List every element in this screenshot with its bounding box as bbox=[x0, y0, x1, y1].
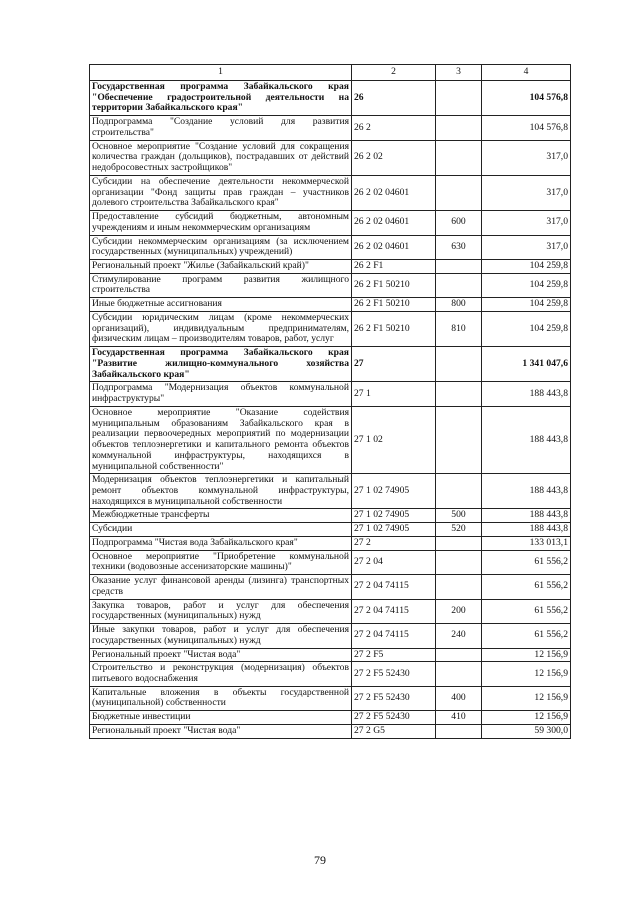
row-code-cell: 26 2 02 04601 bbox=[352, 235, 436, 259]
row-amount-cell: 104 259,8 bbox=[482, 311, 571, 346]
header-col-name: 1 bbox=[90, 65, 352, 81]
row-amount-cell: 104 259,8 bbox=[482, 260, 571, 274]
table-row bbox=[90, 662, 571, 686]
row-code-cell: 27 1 bbox=[352, 382, 436, 406]
table-row bbox=[90, 624, 571, 648]
row-expense-type-cell: 410 bbox=[436, 711, 482, 725]
row-name-cell: Региональный проект "Чистая вода" bbox=[90, 648, 352, 662]
row-code-cell: 26 bbox=[352, 81, 436, 116]
table-row bbox=[90, 311, 571, 346]
row-name-cell: Капитальные вложения в объекты государственной (муниципальной) собственности bbox=[90, 686, 352, 710]
row-expense-type-cell bbox=[436, 662, 482, 686]
row-amount-cell: 61 556,2 bbox=[482, 550, 571, 574]
row-expense-type-cell: 600 bbox=[436, 211, 482, 235]
header-col-expense-type: 3 bbox=[436, 65, 482, 81]
row-amount-cell: 61 556,2 bbox=[482, 575, 571, 599]
row-code-cell: 27 2 F5 bbox=[352, 648, 436, 662]
table-row bbox=[90, 298, 571, 312]
row-expense-type-cell bbox=[436, 474, 482, 509]
row-expense-type-cell: 520 bbox=[436, 523, 482, 537]
row-amount-cell: 317,0 bbox=[482, 211, 571, 235]
row-name-cell: Региональный проект "Чистая вода" bbox=[90, 724, 352, 738]
row-amount-cell: 188 443,8 bbox=[482, 509, 571, 523]
table-row bbox=[90, 211, 571, 235]
row-code-cell: 27 2 04 74115 bbox=[352, 575, 436, 599]
row-code-cell: 27 1 02 bbox=[352, 406, 436, 473]
row-name-cell: Подпрограмма "Создание условий для развития строительства" bbox=[90, 116, 352, 140]
row-amount-cell: 12 156,9 bbox=[482, 648, 571, 662]
row-expense-type-cell bbox=[436, 347, 482, 382]
row-code-cell: 27 2 bbox=[352, 536, 436, 550]
row-name-cell: Государственная программа Забайкальского края "Обеспечение градостроительной деятельности на территории Забайкальского края" bbox=[90, 81, 352, 116]
row-name-cell: Закупка товаров, работ и услуг для обеспечения государственных (муниципальных) нужд bbox=[90, 599, 352, 623]
row-name-cell: Подпрограмма "Модернизация объектов коммунальной инфраструктуры" bbox=[90, 382, 352, 406]
table-row bbox=[90, 648, 571, 662]
row-amount-cell: 188 443,8 bbox=[482, 523, 571, 537]
table-row bbox=[90, 175, 571, 210]
table-row bbox=[90, 406, 571, 473]
row-amount-cell: 59 300,0 bbox=[482, 724, 571, 738]
row-code-cell: 27 2 F5 52430 bbox=[352, 711, 436, 725]
row-code-cell: 27 2 04 bbox=[352, 550, 436, 574]
row-expense-type-cell bbox=[436, 724, 482, 738]
table-body bbox=[90, 81, 571, 739]
row-expense-type-cell: 810 bbox=[436, 311, 482, 346]
row-name-cell: Строительство и реконструкция (модернизация) объектов питьевого водоснабжения bbox=[90, 662, 352, 686]
table-row bbox=[90, 235, 571, 259]
row-amount-cell: 104 576,8 bbox=[482, 116, 571, 140]
budget-table bbox=[89, 64, 571, 739]
row-code-cell: 27 2 F5 52430 bbox=[352, 686, 436, 710]
row-name-cell: Основное мероприятие "Оказание содействия муниципальным образованиям Забайкальского края в реализации первоочередных мероприятий по модернизации объектов теплоэнергетики и капитального ремонта объектов коммунальной инфраструктуры, находящихся в муниципальной собственности" bbox=[90, 406, 352, 473]
row-expense-type-cell bbox=[436, 260, 482, 274]
row-expense-type-cell bbox=[436, 575, 482, 599]
row-expense-type-cell bbox=[436, 81, 482, 116]
row-expense-type-cell bbox=[436, 140, 482, 175]
row-expense-type-cell: 800 bbox=[436, 298, 482, 312]
row-expense-type-cell: 500 bbox=[436, 509, 482, 523]
row-code-cell: 27 2 04 74115 bbox=[352, 624, 436, 648]
row-amount-cell: 61 556,2 bbox=[482, 599, 571, 623]
row-name-cell: Основное мероприятие "Приобретение коммунальной техники (водовозные ассенизаторские машины)" bbox=[90, 550, 352, 574]
row-name-cell: Иные бюджетные ассигнования bbox=[90, 298, 352, 312]
row-code-cell: 26 2 F1 50210 bbox=[352, 311, 436, 346]
row-code-cell: 27 bbox=[352, 347, 436, 382]
table-row bbox=[90, 382, 571, 406]
row-name-cell: Бюджетные инвестиции bbox=[90, 711, 352, 725]
row-amount-cell: 188 443,8 bbox=[482, 406, 571, 473]
row-amount-cell: 317,0 bbox=[482, 175, 571, 210]
row-expense-type-cell: 630 bbox=[436, 235, 482, 259]
row-amount-cell: 12 156,9 bbox=[482, 686, 571, 710]
row-name-cell: Межбюджетные трансферты bbox=[90, 509, 352, 523]
row-expense-type-cell bbox=[436, 116, 482, 140]
row-code-cell: 26 2 F1 50210 bbox=[352, 298, 436, 312]
table-row bbox=[90, 81, 571, 116]
row-amount-cell: 188 443,8 bbox=[482, 474, 571, 509]
row-amount-cell: 317,0 bbox=[482, 140, 571, 175]
row-name-cell: Оказание услуг финансовой аренды (лизинга) транспортных средств bbox=[90, 575, 352, 599]
row-amount-cell: 1 341 047,6 bbox=[482, 347, 571, 382]
page-number: 79 bbox=[314, 853, 326, 867]
table-row bbox=[90, 536, 571, 550]
row-amount-cell: 12 156,9 bbox=[482, 711, 571, 725]
row-expense-type-cell bbox=[436, 406, 482, 473]
row-amount-cell: 317,0 bbox=[482, 235, 571, 259]
row-code-cell: 27 2 04 74115 bbox=[352, 599, 436, 623]
row-code-cell: 26 2 F1 50210 bbox=[352, 273, 436, 297]
table-row bbox=[90, 686, 571, 710]
table-row bbox=[90, 116, 571, 140]
header-row bbox=[90, 65, 571, 81]
row-name-cell: Государственная программа Забайкальского края "Развитие жилищно-коммунального хозяйства Забайкальского края" bbox=[90, 347, 352, 382]
row-name-cell: Иные закупки товаров, работ и услуг для обеспечения государственных (муниципальных) нужд bbox=[90, 624, 352, 648]
row-amount-cell: 12 156,9 bbox=[482, 662, 571, 686]
row-expense-type-cell: 200 bbox=[436, 599, 482, 623]
table-row bbox=[90, 575, 571, 599]
table-row bbox=[90, 474, 571, 509]
row-name-cell: Подпрограмма "Чистая вода Забайкальского края" bbox=[90, 536, 352, 550]
table-row bbox=[90, 260, 571, 274]
row-name-cell: Субсидии на обеспечение деятельности некоммерческой организации "Фонд защиты прав граждан – участников долевого строительства Забайкальского края" bbox=[90, 175, 352, 210]
row-amount-cell: 104 259,8 bbox=[482, 273, 571, 297]
row-name-cell: Субсидии некоммерческим организациям (за исключением государственных (муниципальных) учреждений) bbox=[90, 235, 352, 259]
row-expense-type-cell: 240 bbox=[436, 624, 482, 648]
header-col-code: 2 bbox=[352, 65, 436, 81]
row-code-cell: 27 1 02 74905 bbox=[352, 509, 436, 523]
row-code-cell: 26 2 02 bbox=[352, 140, 436, 175]
row-expense-type-cell: 400 bbox=[436, 686, 482, 710]
row-expense-type-cell bbox=[436, 382, 482, 406]
row-amount-cell: 61 556,2 bbox=[482, 624, 571, 648]
row-code-cell: 26 2 02 04601 bbox=[352, 211, 436, 235]
row-name-cell: Региональный проект "Жилье (Забайкальский край)" bbox=[90, 260, 352, 274]
table-row bbox=[90, 273, 571, 297]
row-name-cell: Предоставление субсидий бюджетным, автономным учреждениям и иным некоммерческим организациям bbox=[90, 211, 352, 235]
row-name-cell: Субсидии юридическим лицам (кроме некоммерческих организаций), индивидуальным предпринимателям, физическим лицам – производителям товаров, работ, услуг bbox=[90, 311, 352, 346]
table-row bbox=[90, 140, 571, 175]
table-row bbox=[90, 599, 571, 623]
row-code-cell: 27 1 02 74905 bbox=[352, 474, 436, 509]
row-expense-type-cell bbox=[436, 175, 482, 210]
row-name-cell: Субсидии bbox=[90, 523, 352, 537]
row-expense-type-cell bbox=[436, 550, 482, 574]
table-row bbox=[90, 711, 571, 725]
header-col-amount: 4 bbox=[482, 65, 571, 81]
row-expense-type-cell bbox=[436, 536, 482, 550]
row-code-cell: 27 2 G5 bbox=[352, 724, 436, 738]
table-row bbox=[90, 550, 571, 574]
row-expense-type-cell bbox=[436, 648, 482, 662]
table-row bbox=[90, 509, 571, 523]
row-code-cell: 27 1 02 74905 bbox=[352, 523, 436, 537]
row-amount-cell: 104 576,8 bbox=[482, 81, 571, 116]
row-amount-cell: 133 013,1 bbox=[482, 536, 571, 550]
row-expense-type-cell bbox=[436, 273, 482, 297]
table-row bbox=[90, 347, 571, 382]
row-name-cell: Модернизация объектов теплоэнергетики и капитальный ремонт объектов коммунальной инфраструктуры, находящихся в муниципальной собственности bbox=[90, 474, 352, 509]
row-name-cell: Стимулирование программ развития жилищного строительства bbox=[90, 273, 352, 297]
row-code-cell: 26 2 bbox=[352, 116, 436, 140]
row-name-cell: Основное мероприятие "Создание условий для сокращения количества граждан (дольщиков), пострадавших от действий недобросовестных застройщиков" bbox=[90, 140, 352, 175]
table-row bbox=[90, 724, 571, 738]
row-amount-cell: 104 259,8 bbox=[482, 298, 571, 312]
row-code-cell: 27 2 F5 52430 bbox=[352, 662, 436, 686]
table-header bbox=[90, 65, 571, 81]
table-row bbox=[90, 523, 571, 537]
row-code-cell: 26 2 F1 bbox=[352, 260, 436, 274]
row-amount-cell: 188 443,8 bbox=[482, 382, 571, 406]
row-code-cell: 26 2 02 04601 bbox=[352, 175, 436, 210]
